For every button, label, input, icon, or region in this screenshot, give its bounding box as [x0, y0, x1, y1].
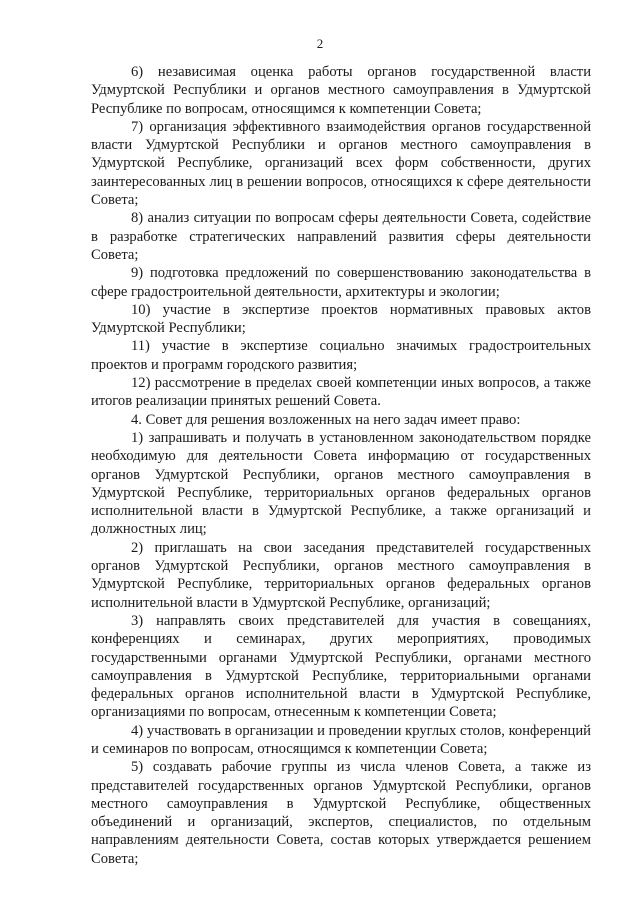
right-item-5: 5) создавать рабочие группы из числа членов Совета, а также из представителей государственных органов Удмуртской Республики, органов местного самоуправления в Удмуртской Республике, общественных объединений и организаций, экспертов, специалистов, по отдельным направлениям деятельности Совета, состав которых утверждается решением Совета;	[91, 759, 591, 867]
right-item-2: 2) приглашать на свои заседания представителей государственных органов Удмуртской Республики, органов местного самоуправления в Удмуртской Республике, территориальных органов федеральных органов исполнительной власти в Удмуртской Республике, организаций;	[91, 539, 591, 611]
right-item-1: 1) запрашивать и получать в установленном законодательством порядке необходимую для деятельности Совета информацию от государственных органов Удмуртской Республики, органов местного самоуправления в Удмуртской Республике, территориальных органов федеральных органов исполнительной власти в Удмуртской Республике, а также организаций и должностных лиц;	[91, 429, 591, 538]
page-number: 2	[316, 36, 324, 51]
section-4-heading: 4. Совет для решения возложенных на него задач имеет право:	[131, 411, 521, 428]
paragraph-item-11: 11) участие в экспертизе социально значимых градостроительных проектов и программ городского развития;	[91, 338, 591, 373]
paragraph-item-12: 12) рассмотрение в пределах своей компетенции иных вопросов, а также итогов реализации принятых решений Совета.	[91, 375, 591, 410]
paragraph-item-10: 10) участие в экспертизе проектов нормативных правовых актов Удмуртской Республики;	[91, 301, 591, 337]
right-item-4: 4) участвовать в организации и проведении круглых столов, конференций и семинаров по вопросам, относящимся к компетенции Совета;	[91, 722, 591, 757]
document-body	[91, 63, 591, 868]
paragraph-item-8: 8) анализ ситуации по вопросам сферы деятельности Совета, содействие в разработке стратегических направлений развития сферы деятельности Совета;	[91, 210, 591, 263]
paragraph-item-6: 6) независимая оценка работы органов государственной власти Удмуртской Республики и органов местного самоуправления в Удмуртской Республике по вопросам, относящимся к компетенции Совета;	[91, 64, 591, 117]
paragraph-item-7: 7) организация эффективного взаимодействия органов государственной власти Удмуртской Республики и органов местного самоуправления в Удмуртской Республике, организаций всех форм собственности, других заинтересованных лиц в решении вопросов, относящихся к сфере деятельности Совета;	[91, 118, 591, 209]
right-item-3: 3) направлять своих представителей для участия в совещаниях, конференциях и семинарах, других мероприятиях, проводимых государственными органами Удмуртской Республики, органами местного самоуправления в Удмуртской Республике, территориальными органами федеральных органов исполнительной власти в Удмуртской Республике, организациями по вопросам, отнесенным к компетенции Совета;	[91, 612, 591, 721]
paragraph-item-9: 9) подготовка предложений по совершенствованию законодательства в сфере градостроительной деятельности, архитектуры и экологии;	[91, 265, 591, 300]
